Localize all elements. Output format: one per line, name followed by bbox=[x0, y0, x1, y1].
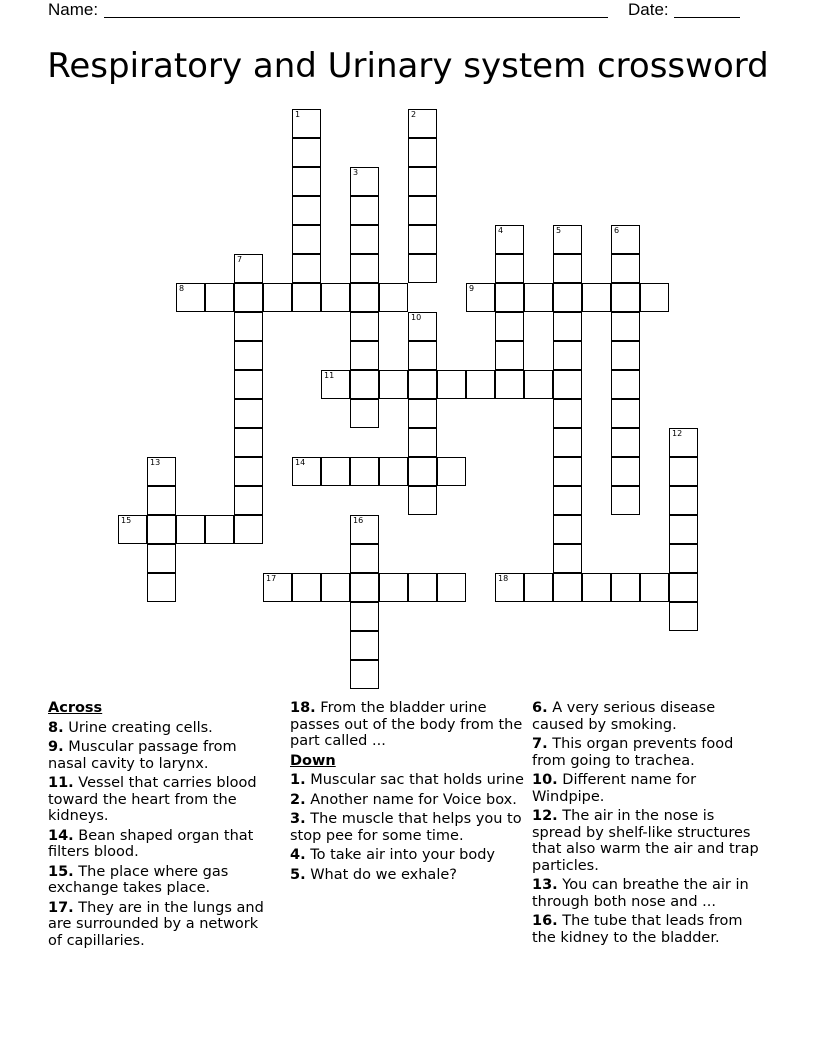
clue-text: This organ prevents food from going to trachea. bbox=[532, 736, 734, 769]
clue-text: Vessel that carries blood toward the heart from the kidneys. bbox=[48, 775, 257, 824]
clue-number: 18. bbox=[290, 700, 316, 716]
grid-cell[interactable] bbox=[350, 631, 379, 660]
grid-cell[interactable] bbox=[495, 312, 524, 341]
grid-cell[interactable] bbox=[292, 109, 321, 138]
clues-column-1 bbox=[48, 700, 276, 952]
clue-number: 10. bbox=[532, 772, 558, 788]
clue-number: 15. bbox=[48, 863, 74, 880]
grid-cell[interactable] bbox=[611, 312, 640, 341]
clue-number: 3. bbox=[290, 811, 306, 827]
grid-cell[interactable] bbox=[321, 573, 350, 602]
grid-cell[interactable] bbox=[350, 341, 379, 370]
clue-number-label: 1 bbox=[295, 110, 301, 119]
grid-cell[interactable] bbox=[669, 486, 698, 515]
grid-cell[interactable] bbox=[408, 167, 437, 196]
grid-cell[interactable] bbox=[582, 283, 611, 312]
clue-number-label: 18 bbox=[498, 574, 509, 583]
grid-cell[interactable] bbox=[292, 457, 321, 486]
across-clue bbox=[48, 720, 276, 737]
grid-cell[interactable] bbox=[350, 457, 379, 486]
grid-cell[interactable] bbox=[263, 283, 292, 312]
grid-cell[interactable] bbox=[379, 283, 408, 312]
grid-cell[interactable] bbox=[553, 341, 582, 370]
grid-cell[interactable] bbox=[292, 196, 321, 225]
grid-cell[interactable] bbox=[553, 370, 582, 399]
grid-cell[interactable] bbox=[147, 515, 176, 544]
across-clue bbox=[48, 775, 276, 825]
clue-number-label: 10 bbox=[411, 313, 422, 322]
clue-number-label: 5 bbox=[556, 226, 562, 235]
grid-cell[interactable] bbox=[118, 515, 147, 544]
clue-number-label: 15 bbox=[121, 516, 132, 525]
across-clue-list bbox=[48, 720, 276, 950]
grid-cell[interactable] bbox=[408, 457, 437, 486]
grid-cell[interactable] bbox=[292, 225, 321, 254]
grid-cell[interactable] bbox=[292, 573, 321, 602]
grid-cell[interactable] bbox=[176, 283, 205, 312]
down-clue bbox=[532, 913, 768, 946]
grid-cell[interactable] bbox=[292, 138, 321, 167]
grid-cell[interactable] bbox=[292, 283, 321, 312]
grid-cell[interactable] bbox=[147, 457, 176, 486]
grid-cell[interactable] bbox=[495, 254, 524, 283]
grid-cell[interactable] bbox=[553, 544, 582, 573]
across-clue bbox=[48, 828, 276, 861]
grid-cell[interactable] bbox=[205, 515, 234, 544]
grid-cell[interactable] bbox=[408, 486, 437, 515]
clue-number-label: 17 bbox=[266, 574, 277, 583]
clue-text: You can breathe the air in through both nose and ... bbox=[532, 877, 749, 910]
grid-cell[interactable] bbox=[176, 515, 205, 544]
grid-cell[interactable] bbox=[350, 660, 379, 689]
grid-cell[interactable] bbox=[582, 573, 611, 602]
grid-cell[interactable] bbox=[669, 457, 698, 486]
grid-cell[interactable] bbox=[408, 428, 437, 457]
grid-cell[interactable] bbox=[611, 225, 640, 254]
clue-number-label: 9 bbox=[469, 284, 475, 293]
grid-cell[interactable] bbox=[234, 312, 263, 341]
across-clue-list-continued bbox=[290, 700, 526, 750]
down-clue bbox=[290, 811, 526, 844]
name-label: Name: bbox=[48, 0, 99, 19]
grid-cell[interactable] bbox=[466, 370, 495, 399]
grid-cell[interactable] bbox=[553, 573, 582, 602]
clue-text: To take air into your body bbox=[305, 847, 496, 863]
grid-cell[interactable] bbox=[234, 515, 263, 544]
grid-cell[interactable] bbox=[408, 312, 437, 341]
clue-number: 4. bbox=[290, 847, 306, 863]
clues-column-3 bbox=[532, 700, 768, 949]
clue-number: 8. bbox=[48, 719, 64, 736]
across-clue bbox=[48, 739, 276, 772]
grid-cell[interactable] bbox=[495, 370, 524, 399]
clue-number-label: 7 bbox=[237, 255, 243, 264]
grid-cell[interactable] bbox=[350, 602, 379, 631]
clue-text: What do we exhale? bbox=[305, 866, 457, 883]
grid-cell[interactable] bbox=[350, 544, 379, 573]
date-label: Date: bbox=[628, 0, 669, 19]
grid-cell[interactable] bbox=[350, 283, 379, 312]
clue-number: 2. bbox=[290, 791, 306, 808]
clue-number: 9. bbox=[48, 739, 64, 755]
grid-cell[interactable] bbox=[495, 341, 524, 370]
clue-text: The place where gas exchange takes place. bbox=[48, 863, 229, 896]
grid-cell[interactable] bbox=[524, 573, 553, 602]
grid-cell[interactable] bbox=[611, 399, 640, 428]
grid-cell[interactable] bbox=[234, 457, 263, 486]
grid-cell[interactable] bbox=[611, 428, 640, 457]
date-field[interactable] bbox=[674, 17, 740, 18]
grid-cell[interactable] bbox=[350, 225, 379, 254]
grid-cell[interactable] bbox=[553, 283, 582, 312]
clue-number-label: 3 bbox=[353, 168, 359, 177]
clue-text: A very serious disease caused by smoking. bbox=[532, 700, 716, 733]
grid-cell[interactable] bbox=[321, 370, 350, 399]
down-clue bbox=[532, 736, 768, 769]
grid-cell[interactable] bbox=[437, 457, 466, 486]
clues-column-2 bbox=[290, 700, 526, 886]
across-clue bbox=[290, 700, 526, 750]
grid-cell[interactable] bbox=[553, 486, 582, 515]
grid-cell[interactable] bbox=[234, 341, 263, 370]
grid-cell[interactable] bbox=[437, 370, 466, 399]
clue-number-label: 13 bbox=[150, 458, 161, 467]
grid-cell[interactable] bbox=[553, 312, 582, 341]
grid-cell[interactable] bbox=[350, 167, 379, 196]
grid-cell[interactable] bbox=[524, 370, 553, 399]
grid-cell[interactable] bbox=[263, 573, 292, 602]
grid-cell[interactable] bbox=[553, 428, 582, 457]
clue-text: The air in the nose is spread by shelf-like structures that also warm the air and trap particles. bbox=[532, 808, 759, 874]
clue-text: Bean shaped organ that filters blood. bbox=[48, 827, 254, 860]
across-heading: Across bbox=[48, 700, 103, 716]
grid-cell[interactable] bbox=[611, 370, 640, 399]
down-clue bbox=[532, 700, 768, 733]
down-heading: Down bbox=[290, 752, 336, 769]
clue-number-label: 11 bbox=[324, 371, 335, 380]
grid-cell[interactable] bbox=[321, 457, 350, 486]
grid-cell[interactable] bbox=[408, 573, 437, 602]
grid-cell[interactable] bbox=[640, 283, 669, 312]
clue-number-label: 4 bbox=[498, 226, 504, 235]
grid-cell[interactable] bbox=[205, 283, 234, 312]
clue-text: Urine creating cells. bbox=[63, 719, 213, 736]
grid-cell[interactable] bbox=[321, 283, 350, 312]
grid-cell[interactable] bbox=[234, 399, 263, 428]
grid-cell[interactable] bbox=[350, 515, 379, 544]
grid-cell[interactable] bbox=[379, 370, 408, 399]
grid-cell[interactable] bbox=[350, 312, 379, 341]
clue-text: From the bladder urine passes out of the body from the part called ... bbox=[290, 700, 523, 749]
grid-cell[interactable] bbox=[611, 573, 640, 602]
grid-cell[interactable] bbox=[408, 370, 437, 399]
grid-cell[interactable] bbox=[234, 254, 263, 283]
clue-number: 5. bbox=[290, 866, 306, 883]
grid-cell[interactable] bbox=[524, 283, 553, 312]
grid-cell[interactable] bbox=[379, 457, 408, 486]
clue-number-label: 14 bbox=[295, 458, 306, 467]
grid-cell[interactable] bbox=[669, 428, 698, 457]
down-clue bbox=[290, 847, 526, 864]
clue-text: Different name for Windpipe. bbox=[532, 772, 697, 805]
grid-cell[interactable] bbox=[234, 370, 263, 399]
clue-text: Another name for Voice box. bbox=[305, 791, 517, 808]
clue-text: The muscle that helps you to stop pee for some time. bbox=[290, 811, 522, 844]
clue-number-label: 12 bbox=[672, 429, 683, 438]
grid-cell[interactable] bbox=[553, 399, 582, 428]
grid-cell[interactable] bbox=[350, 254, 379, 283]
grid-cell[interactable] bbox=[147, 573, 176, 602]
grid-cell[interactable] bbox=[408, 138, 437, 167]
down-clue-list bbox=[290, 772, 526, 883]
grid-cell[interactable] bbox=[611, 254, 640, 283]
across-clue bbox=[48, 900, 276, 950]
down-clue bbox=[532, 772, 768, 805]
grid-cell[interactable] bbox=[292, 167, 321, 196]
grid-cell[interactable] bbox=[669, 544, 698, 573]
grid-cell[interactable] bbox=[611, 486, 640, 515]
grid-cell[interactable] bbox=[350, 196, 379, 225]
grid-cell[interactable] bbox=[350, 370, 379, 399]
grid-cell[interactable] bbox=[379, 573, 408, 602]
grid-cell[interactable] bbox=[234, 428, 263, 457]
grid-cell[interactable] bbox=[495, 225, 524, 254]
grid-cell[interactable] bbox=[640, 573, 669, 602]
clue-number: 11. bbox=[48, 775, 74, 791]
down-clue bbox=[532, 808, 768, 874]
grid-cell[interactable] bbox=[669, 573, 698, 602]
grid-cell[interactable] bbox=[611, 283, 640, 312]
grid-cell[interactable] bbox=[611, 457, 640, 486]
clue-number-label: 8 bbox=[179, 284, 185, 293]
grid-cell[interactable] bbox=[292, 254, 321, 283]
header bbox=[0, 0, 816, 22]
grid-cell[interactable] bbox=[234, 283, 263, 312]
grid-cell[interactable] bbox=[408, 341, 437, 370]
down-clue-list-continued bbox=[532, 700, 768, 946]
grid-cell[interactable] bbox=[408, 109, 437, 138]
name-field[interactable] bbox=[104, 17, 608, 18]
grid-cell[interactable] bbox=[669, 602, 698, 631]
down-clue bbox=[532, 877, 768, 910]
grid-cell[interactable] bbox=[408, 399, 437, 428]
grid-cell[interactable] bbox=[553, 254, 582, 283]
clue-number: 1. bbox=[290, 772, 306, 788]
grid-cell[interactable] bbox=[553, 457, 582, 486]
clue-number: 7. bbox=[532, 736, 548, 752]
clue-number: 13. bbox=[532, 877, 558, 893]
grid-cell[interactable] bbox=[553, 225, 582, 254]
grid-cell[interactable] bbox=[495, 283, 524, 312]
grid-cell[interactable] bbox=[408, 225, 437, 254]
grid-cell[interactable] bbox=[350, 573, 379, 602]
grid-cell[interactable] bbox=[611, 341, 640, 370]
clue-number-label: 2 bbox=[411, 110, 417, 119]
clue-text: Muscular passage from nasal cavity to larynx. bbox=[48, 739, 237, 772]
down-clue bbox=[290, 772, 526, 789]
page-title: Respiratory and Urinary system crossword bbox=[47, 46, 769, 86]
down-clue bbox=[290, 792, 526, 809]
clue-number: 17. bbox=[48, 899, 74, 916]
clue-text: They are in the lungs and are surrounded by a network of capillaries. bbox=[48, 899, 264, 949]
clue-number: 16. bbox=[532, 913, 558, 929]
clue-text: The tube that leads from the kidney to the bladder. bbox=[532, 913, 743, 946]
clue-number: 12. bbox=[532, 808, 558, 824]
grid-cell[interactable] bbox=[553, 515, 582, 544]
clue-number: 14. bbox=[48, 827, 74, 844]
clue-number-label: 16 bbox=[353, 516, 364, 525]
grid-cell[interactable] bbox=[147, 544, 176, 573]
grid-cell[interactable] bbox=[408, 196, 437, 225]
grid-cell[interactable] bbox=[437, 573, 466, 602]
across-clue bbox=[48, 864, 276, 897]
grid-cell[interactable] bbox=[147, 486, 176, 515]
grid-cell[interactable] bbox=[495, 573, 524, 602]
grid-cell[interactable] bbox=[408, 254, 437, 283]
grid-cell[interactable] bbox=[669, 515, 698, 544]
clue-number: 6. bbox=[532, 700, 548, 716]
grid-cell[interactable] bbox=[234, 486, 263, 515]
grid-cell[interactable] bbox=[466, 283, 495, 312]
clue-number-label: 6 bbox=[614, 226, 620, 235]
down-clue bbox=[290, 867, 526, 884]
grid-cell[interactable] bbox=[350, 399, 379, 428]
clue-text: Muscular sac that holds urine bbox=[305, 772, 524, 788]
